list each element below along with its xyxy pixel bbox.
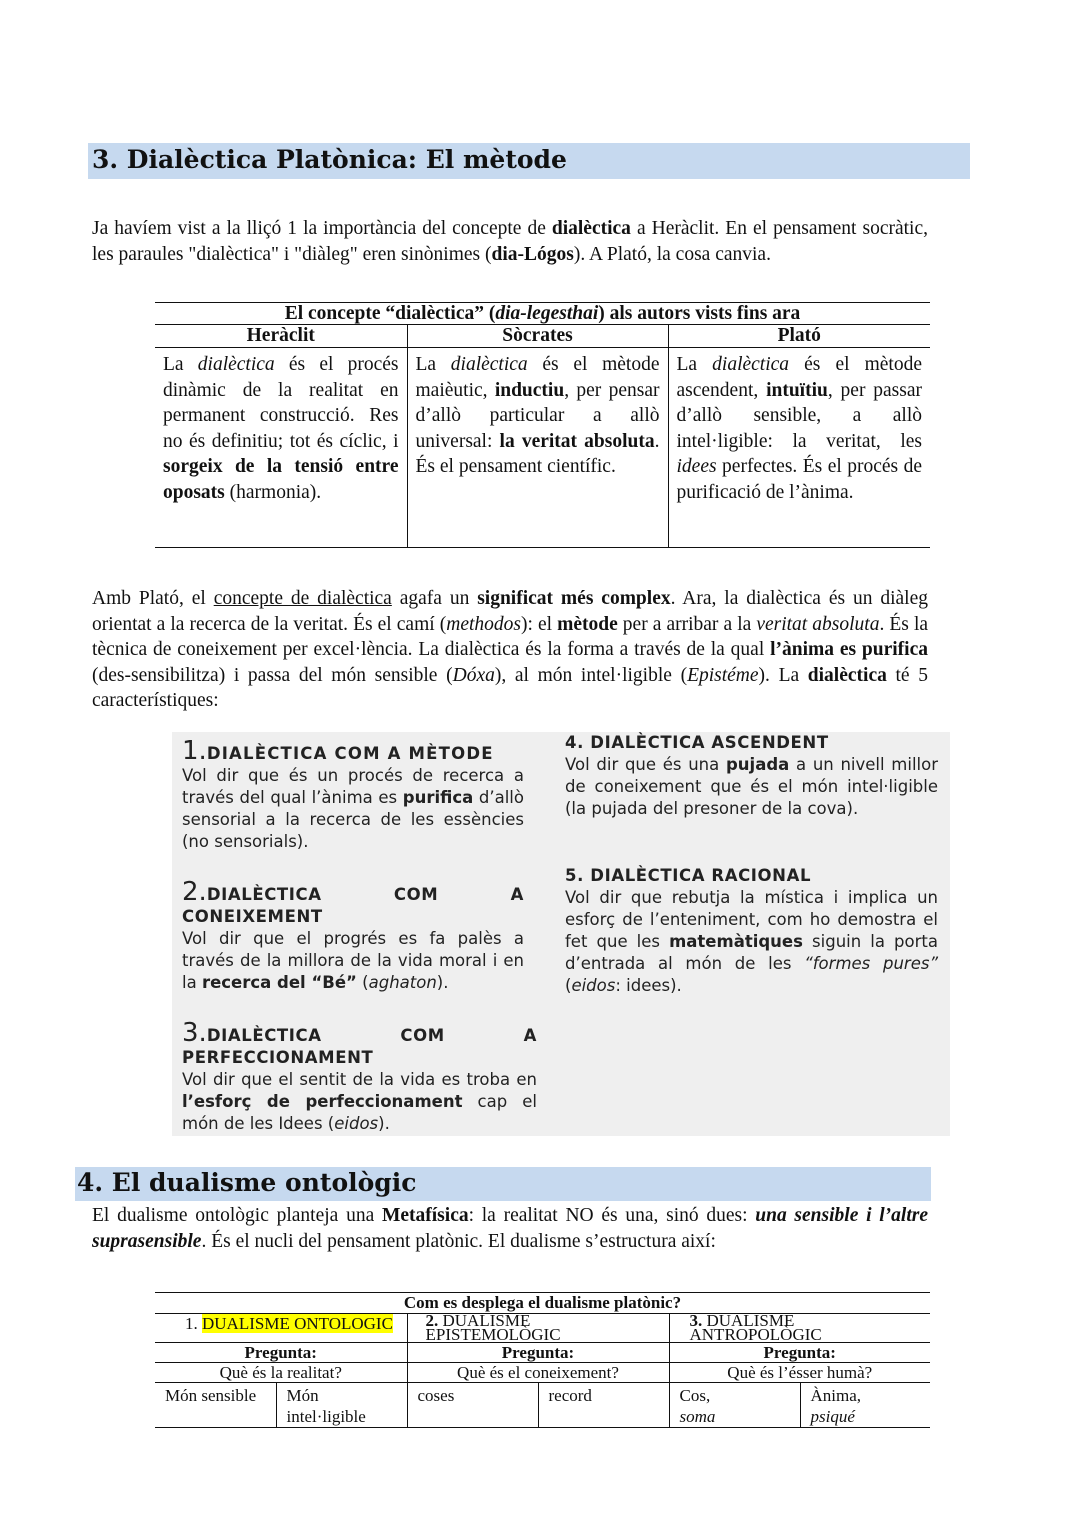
characteristic-title: 5. DIALÈCTICA RACIONAL xyxy=(565,866,812,885)
characteristic-text: Vol dir que és un procés de recerca a través del qual l’ànima es purifica d’allò sensorial a la recerca de les essències (no sensorials). xyxy=(182,766,524,851)
answer-body: Cos, soma xyxy=(669,1383,800,1428)
characteristic-title: 2.DIALÈCTICA COM A CONEIXEMENT xyxy=(182,877,524,926)
section-4-intro: El dualisme ontològic planteja una Metafísica: la realitat NO és una, sinó dues: una sensible i l’altre suprasensible. És el nucli del pensament platònic. El dualisme s’estructura així: xyxy=(92,1205,928,1252)
characteristic-4 xyxy=(565,732,938,820)
intro-text: Ja havíem vist a la lliçó 1 la importància del concepte de xyxy=(92,218,552,239)
intro-text: ). A Plató, la cosa canvia. xyxy=(573,243,771,265)
table-header-row xyxy=(155,1314,930,1343)
header-epistemological: 2. DUALISME EPISTEMOLÒGIC xyxy=(407,1314,669,1343)
table-caption: Com es desplega el dualisme platònic? xyxy=(155,1293,930,1314)
section-3-intro xyxy=(92,216,928,267)
question-human: Què és l’ésser humà? xyxy=(669,1363,930,1383)
characteristic-2 xyxy=(182,877,524,994)
answer-intelligible-world: Món intel·ligible xyxy=(276,1383,407,1428)
answer-sensible-world: Món sensible xyxy=(155,1383,276,1428)
answer-things: coses xyxy=(407,1383,538,1428)
intro-text: a Heràclit. En el pensament socràtic, les paraules "dialèctica" i "diàleg" eren sinònimes ( xyxy=(92,218,928,265)
section-4-heading: 4. El dualisme ontològic xyxy=(75,1167,931,1201)
question-label: Pregunta: xyxy=(669,1343,930,1363)
answer-memory: record xyxy=(538,1383,669,1428)
table-caption: El concepte “dialèctica” (dia-legesthai) als autors vists fins ara xyxy=(155,303,930,325)
characteristic-text: Vol dir que el progrés es fa palès a través de la millora de la vida moral i en la recerca del “Bé” (aghaton). xyxy=(182,929,524,992)
question-reality: Què és la realitat? xyxy=(155,1363,407,1383)
characteristic-text: Vol dir que el sentit de la vida es troba en l’esforç de perfeccionament cap el món de les Idees (eidos). xyxy=(182,1070,537,1133)
characteristic-text: Vol dir que rebutja la mística i implica un esforç de l’enteniment, com ho demostra el fet que les matemàtiques siguin la porta d’entrada al món de les “formes pures” (eidos: idees). xyxy=(565,888,938,995)
section-3-body: Amb Plató, el concepte de dialèctica agafa un significat més complex. Ara, la dialèctica és un diàleg orientat a la recerca de la veritat. És el camí (methodos): el mètode per a arribar a la veritat absoluta. És la tècnica de coneixement per excel·lència. La dialèctica és la forma a través de la qual l’ànima es purifica (des-sensibilitza) i passa del món sensible (Dóxa), al món intel·ligible (Epistéme). La dialèctica té 5 característiques: xyxy=(92,588,929,712)
dialectics-authors-table xyxy=(155,302,930,548)
characteristic-3 xyxy=(182,1018,537,1135)
table-row xyxy=(155,1383,930,1428)
header-socrates: Sòcrates xyxy=(407,325,668,348)
characteristic-title: 1.DIALÈCTICA COM A MÈTODE xyxy=(182,736,494,766)
intro-bold: dialèctica xyxy=(551,218,631,239)
answer-soul: Ànima, psiqué xyxy=(800,1383,930,1428)
question-label: Pregunta: xyxy=(155,1343,407,1363)
characteristic-title: 4. DIALÈCTICA ASCENDENT xyxy=(565,733,829,752)
table-caption-row xyxy=(155,303,930,325)
table-row xyxy=(155,1343,930,1363)
characteristic-text: Vol dir que és una pujada a un nivell millor de coneixement que és el món intel·ligible (la pujada del presoner de la cova). xyxy=(565,755,939,818)
characteristic-title: 3.DIALÈCTICA COM A PERFECCIONAMENT xyxy=(182,1018,537,1067)
header-anthropological: 3. DUALISME ANTROPOLÒGIC xyxy=(669,1314,930,1343)
characteristic-5 xyxy=(565,865,938,997)
question-knowledge: Què és el coneixement? xyxy=(407,1363,669,1383)
cell-plato: La dialèctica és el mètode ascendent, intuïtiu, per passar d’allò sensible, a allò intel·ligible: la veritat, les idees perfectes. És el procés de purificació de l’ànima. xyxy=(668,348,930,548)
intro-bold: dia-Lógos xyxy=(491,243,574,265)
characteristic-1 xyxy=(182,736,524,853)
cell-heraclit: La dialèctica és el procés dinàmic de la realitat en permanent construcció. Res no és definitiu; tot és cíclic, i sorgeix de la tensió entre oposats (harmonia). xyxy=(155,348,407,548)
dualism-table xyxy=(155,1292,930,1428)
table-header-row xyxy=(155,325,930,348)
section-3-heading: 3. Dialèctica Platònica: El mètode xyxy=(88,143,970,179)
header-heraclit: Heràclit xyxy=(155,325,407,348)
header-ontological: 1. DUALISME ONTOLOGIC xyxy=(155,1314,407,1343)
characteristics-box xyxy=(172,732,950,1136)
table-caption-row xyxy=(155,1293,930,1314)
table-row xyxy=(155,1363,930,1383)
question-label: Pregunta: xyxy=(407,1343,669,1363)
table-row xyxy=(155,348,930,548)
header-plato: Plató xyxy=(668,325,930,348)
cell-socrates: La dialèctica és el mètode maièutic, inductiu, per pensar d’allò particular a allò universal: la veritat absoluta. És el pensament científic. xyxy=(407,348,668,548)
